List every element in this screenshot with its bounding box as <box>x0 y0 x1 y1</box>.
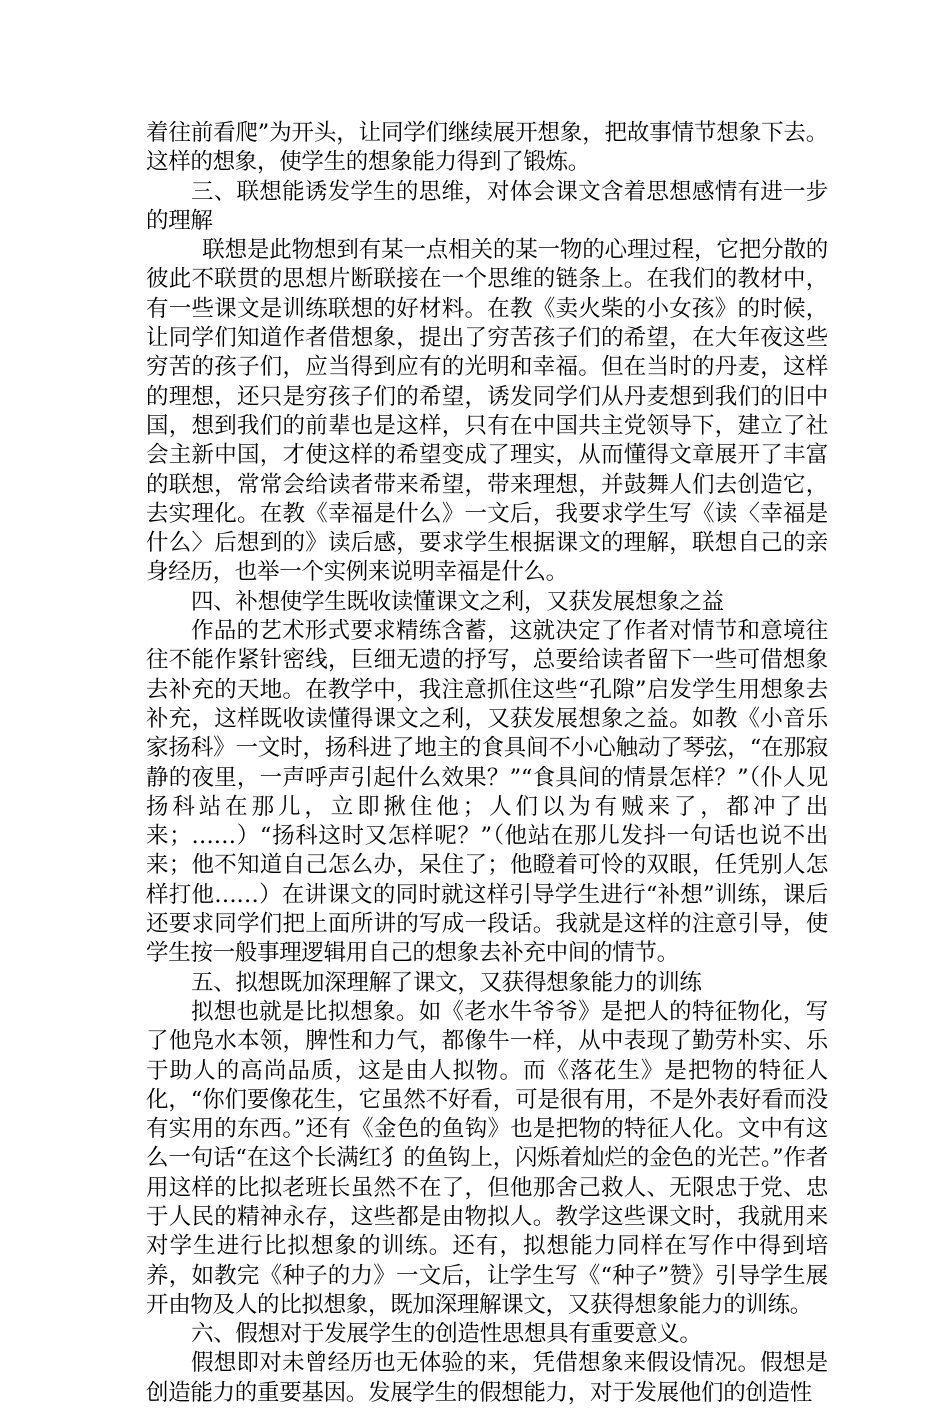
section-heading-4: 四、补想使学生既收读懂课文之利，又获发展想象之益 <box>191 588 724 615</box>
paragraph-association: 联想是此物想到有某一点相关的某一物的心理过程，它把分散的彼此不联贯的思想片断联接在一个思维的链条上。在我们的教材中，有一些课文是训练联想的好材料。在教《卖火柴的小女孩》的时候，让同学们知道作者借想象，提出了穷苦孩子们的希望，在大年夜这些穷苦的孩子们，应当得到应有的光明和幸福。但在当时的丹麦，这样的理想，还只是穷孩子们的希望，诱发同学们从丹麦想到我们的旧中国，想到我们的前辈也是这样，只有在中国共主党领导下，建立了社会主新中国，才使这样的希望变成了理实，从而懂得文章展开了丰富的联想，常常会给读者带来希望，带来理想，并鼓舞人们去创造它，去实理化。在教《幸福是什么》一文后，我要求学生写《读〈幸福是什么〉后想到的》读后感，要求学生根据课文的理解，联想自己的亲身经历，也举一个实例来说明幸福是什么。 <box>146 237 828 586</box>
document-page <box>146 119 828 1408</box>
paragraph-continuation: 着往前看爬”为开头，让同学们继续展开想象，把故事情节想象下去。这样的想象，使学生的想象能力得到了锻炼。 <box>146 120 828 176</box>
paragraph-supplement: 作品的艺术形式要求精练含蓄，这就决定了作者对情节和意境往往不能作紧针密线，巨细无遗的抒写，总要给读者留下一些可借想象去补充的天地。在教学中，我注意抓住这些“孔隙”启发学生用想象去补充，这样既收读懂得课文之利，又获发展想象之益。如教《小音乐家扬科》一文时，扬科进了地主的食具间不小心触动了琴弦，“在那寂静的夜里，一声呼声引起什么效果？”“食具间的情景怎样？”（仆人见扬科站在那儿，立即揪住他；人们以为有贼来了，都冲了出来；……）“扬科这时又怎样呢？”（他站在那儿发抖一句话也说不出来；他不知道自己怎么办，呆住了；他瞪着可怜的双眼，任凭别人怎样打他……）在讲课文的同时就这样引导学生进行“补想”训练，课后还要求同学们把上面所讲的写成一段话。我就是这样的注意引导，使学生按一般事理逻辑用自己的想象去补充中间的情节。 <box>146 618 828 967</box>
section-heading-3: 三、联想能诱发学生的思维，对体会课文含着思想感情有进一步的理解 <box>146 178 828 234</box>
paragraph-analogy: 拟想也就是比拟想象。如《老水牛爷爷》是把人的特征物化，写了他凫水本领，脾性和力气，都像牛一样，从中表现了勤劳朴实、乐于助人的高尚品质，这是由人拟物。而《落花生》是把物的特征人化，“你们要像花生，它虽然不好看，可是很有用，不是外表好看而没有实用的东西。”还有《金色的鱼钩》也是把物的特征人化。文中有这么一句话“在这个长满红犭的鱼钩上，闪烁着灿烂的金色的光芒。”作者用这样的比拟老班长虽然不在了，但他那舍己救人、无限忠于党、忠于人民的精神永存，这些都是由物拟人。教学这些课文时，我就用来对学生进行比拟想象的训练。还有，拟想能力同样在写作中得到培养，如教完《种子的力》一文后，让学生写《“种子”赞》引导学生展开由物及人的比拟想象，既加深理解课文，又获得想象能力的训练。 <box>146 998 828 1318</box>
paragraph-hypothesis: 假想即对未曾经历也无体验的来，凭借想象来假设情况。假想是创造能力的重要基因。发展学生的假想能力，对于发展他们的创造性 <box>146 1350 828 1406</box>
section-heading-5: 五、拟想既加深理解了课文，又获得想象能力的训练 <box>191 969 702 996</box>
section-heading-6: 六、假想对于发展学生的创造性思想具有重要意义。 <box>191 1321 702 1348</box>
